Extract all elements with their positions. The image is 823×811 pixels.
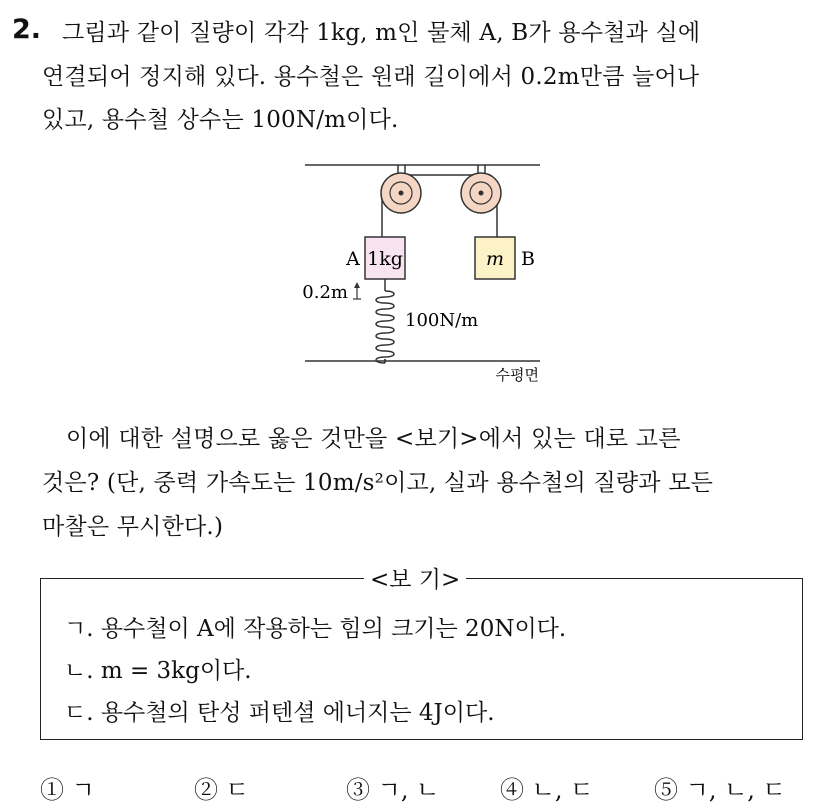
bogi-item-2: ㄴ. m = 3kg이다. [64,658,252,684]
block-B-label: B [521,248,535,270]
bogi-item-1: ㄱ. 용수철이 A에 작용하는 힘의 크기는 20N이다. [64,616,567,642]
block-A-label: A [346,248,360,270]
question-text-line-3: 있고, 용수철 상수는 100N/m이다. [42,107,399,133]
choice-4[interactable]: ④ ㄴ, ㄷ [500,776,594,804]
choice-5[interactable]: ⑤ ㄱ, ㄴ, ㄷ [654,776,786,804]
block-B-mass: m [485,248,505,270]
spring-constant-label: 100N/m [405,310,479,331]
ground-label: 수평면 [495,366,539,384]
question-text-line-4: 이에 대한 설명으로 옳은 것만을 <보기>에서 있는 대로 고른 [66,426,681,452]
bogi-item-3: ㄷ. 용수철의 탄성 퍼텐셜 에너지는 4J이다. [64,700,495,726]
pulley-left [381,173,421,213]
question-text-line-1: 그림과 같이 질량이 각각 1kg, m인 물체 A, B가 용수철과 실에 [62,20,701,46]
spring [376,291,394,363]
pulley-right [461,173,501,213]
question-text-line-2: 연결되어 정지해 있다. 용수철은 원래 길이에서 0.2m만큼 늘어나 [42,64,700,90]
question-number: 2. [12,14,42,45]
question-text-line-6: 마찰은 무시한다.) [42,514,224,540]
choice-3[interactable]: ③ ㄱ, ㄴ [346,776,440,804]
choice-2[interactable]: ② ㄷ [194,776,249,804]
block-A-mass: 1kg [367,248,403,270]
bogi-title: <보 기> [364,561,466,594]
pulley-spring-diagram [295,155,555,385]
stretch-label: 0.2m [302,282,348,303]
choice-1[interactable]: ① ㄱ [40,776,95,804]
question-text-line-5: 것은? (단, 중력 가속도는 10m/s²이고, 실과 용수철의 질량과 모든 [42,470,714,496]
